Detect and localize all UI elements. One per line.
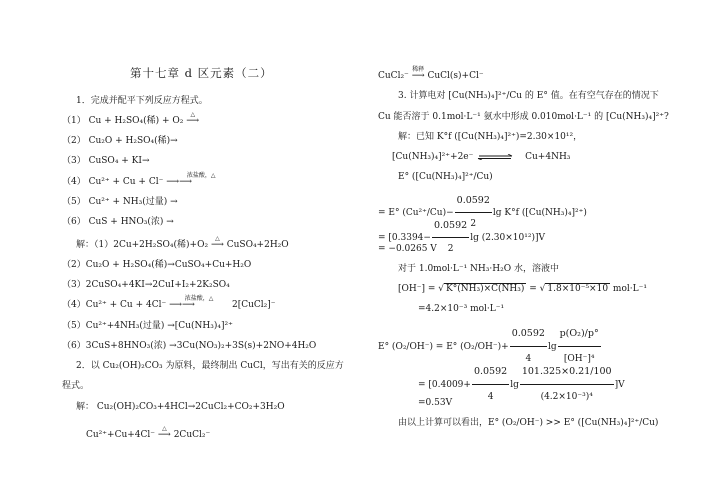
- sqrt-expression: 1.8×10⁻⁵×10: [547, 284, 609, 294]
- dilution-reaction: [378, 66, 484, 82]
- question-2-last-reaction: [86, 425, 211, 441]
- reaction-products: 2CuCl₂⁻: [173, 430, 211, 440]
- fraction-numerator: 0.0592: [510, 322, 547, 347]
- q1-item-3: （3） CuSO₄ + KI→: [62, 156, 150, 166]
- reaction-reactants: Cu²⁺+Cu+4Cl⁻: [86, 430, 156, 440]
- arrow-label: 浓盐酸，△: [186, 172, 216, 179]
- reaction-reactants: CuCl₂⁻: [378, 71, 409, 81]
- question-2-answer: 解： Cu₂(OH)₂CO₃+4HCl→2CuCl₂+CO₂+3H₂O: [76, 402, 285, 412]
- arrow-label: △: [215, 235, 220, 242]
- question-1-heading: 1．完成并配平下列反应方程式。: [76, 96, 208, 106]
- arrow-label: △: [190, 111, 196, 118]
- oxygen-potential-result: =0.53V: [418, 398, 453, 408]
- fraction: [432, 215, 469, 260]
- reaction-arrow: 浓盐酸，△ ⟶⟶: [166, 177, 236, 188]
- reaction-arrow: △ ⟶: [157, 425, 171, 440]
- question-3-line-1: 3. 计算电对 [Cu(NH₃)₄]²⁺/Cu 的 E° 值。在有空气存在的情况下: [398, 91, 659, 101]
- potential-label: E° ([Cu(NH₃)₄]²⁺/Cu): [398, 172, 493, 182]
- fraction: [520, 360, 614, 409]
- answer-6: （6）3CuS+8HNO₃(浓) →3Cu(NO₃)₂+3S(s)+2NO+4H₂O: [62, 341, 317, 351]
- hydroxide-lhs: [OH⁻] =: [398, 284, 439, 294]
- step-1-suffix: lg K°f ([Cu(NH₃)₄]²⁺): [492, 208, 587, 218]
- fraction-denominator: (4.2×10⁻³)⁴: [540, 392, 593, 402]
- answer-1-product: CuSO₄+2H₂O: [226, 240, 289, 250]
- hydroxide-result: =4.2×10⁻³ mol·L⁻¹: [418, 304, 505, 314]
- ammonia-statement: 对于 1.0mol·L⁻¹ NH₃·H₂O 水，溶液中: [398, 264, 559, 274]
- q1-item-5: （5） Cu²⁺ + NH₃(过量) →: [62, 197, 178, 207]
- question-2-line-1: 2．以 Cu₂(OH)₂CO₃ 为原料，最终制出 CuCl，写出有关的反应方: [76, 361, 344, 371]
- fraction-denominator: [OH⁻]⁴: [563, 354, 595, 364]
- step-2-prefix: = [0.3394−: [378, 233, 431, 243]
- sqrt-expression: K°(NH₃)×C(NH₃): [446, 284, 525, 294]
- unit: mol·L⁻¹: [610, 284, 647, 294]
- substitution-suffix: ]V: [614, 380, 625, 390]
- q1-item-1: [62, 111, 200, 127]
- sqrt-icon: √: [539, 284, 546, 294]
- step-2-suffix: lg (2.30×10¹²)]V: [470, 233, 545, 243]
- sqrt-icon: √: [438, 284, 445, 294]
- answer-4: [62, 295, 276, 311]
- half-reaction-left: [Cu(NH₃)₄]²⁺+2e⁻: [392, 152, 474, 162]
- fraction-numerator: 0.0592: [455, 190, 492, 213]
- formula-prefix: E° (O₂/OH⁻) = E° (O₂/OH⁻)+: [378, 342, 509, 352]
- q1-item-2: （2） Cu₂O + H₂SO₄(稀)→: [62, 136, 178, 146]
- arrow-label: △: [162, 425, 167, 432]
- fraction-numerator: 101.325×0.21/100: [520, 360, 614, 385]
- q1-item-6: （6） CuS + HNO₃(浓) →: [62, 217, 174, 227]
- step-1-prefix: = E° (Cu²⁺/Cu)−: [378, 208, 454, 218]
- reaction-arrow: 稀释 ⟶: [411, 66, 425, 81]
- fraction-numerator: p(O₂)/p°: [558, 322, 601, 347]
- hydroxide-equation: [398, 284, 647, 295]
- answer-5: （5）Cu²⁺+4NH₃(过量) →[Cu(NH₃)₄]²⁺: [62, 321, 233, 331]
- answer-3: （3）2CuSO₄+4KI→2CuI+I₂+2K₂SO₄: [62, 280, 230, 290]
- fraction-numerator: 0.0592: [432, 215, 469, 238]
- equals-sign: =: [526, 284, 540, 294]
- log-symbol: lg: [547, 342, 557, 352]
- arrow-label: 稀释: [412, 66, 425, 73]
- answer-4-text: （4）Cu²⁺ + Cu + 4Cl⁻: [62, 300, 167, 310]
- half-reaction-right: Cu+4NH₃: [525, 152, 571, 162]
- fraction-numerator: 0.0592: [472, 360, 509, 385]
- q1-item-4-text: （4） Cu²⁺ + Cu + Cl⁻: [62, 177, 164, 187]
- log-symbol: lg: [510, 380, 519, 390]
- equilibrium-arrow-icon: [476, 154, 514, 160]
- chapter-title: 第十七章 d 区元素（二）: [130, 66, 273, 80]
- q1-item-1-text: （1） Cu + H₂SO₄(稀) + O₂: [62, 116, 184, 126]
- potential-result: = −0.0265 V: [378, 244, 437, 254]
- reaction-products: CuCl(s)+Cl⁻: [427, 71, 484, 81]
- fraction-denominator: 4: [487, 392, 494, 402]
- answer-4-product: 2[CuCl₂]⁻: [231, 300, 276, 310]
- question-3-given: 解：已知 K°f ([Cu(NH₃)₄]²⁺)=2.30×10¹²，: [398, 132, 583, 142]
- answer-2: （2）Cu₂O + H₂SO₄(稀)→CuSO₄+Cu+H₂O: [62, 260, 252, 270]
- fraction: [472, 360, 509, 409]
- fraction-denominator: 2: [447, 244, 454, 254]
- fraction-denominator: 4: [525, 354, 532, 364]
- reaction-arrow: 浓盐酸，△ ⟶⟶: [169, 300, 229, 311]
- reaction-arrow: △ ⟶: [186, 111, 200, 126]
- fraction-denominator: 2: [470, 219, 477, 229]
- question-3-line-2: Cu 能否溶于 0.1mol·L⁻¹ 氨水中形成 0.010mol·L⁻¹ 的 [Cu(NH₃)₄]²⁺?: [378, 112, 669, 122]
- equilibrium-equation: [392, 152, 570, 163]
- answer-1-text: 解：（1）2Cu+2H₂SO₄(稀)+O₂: [76, 240, 209, 250]
- question-2-line-2: 程式。: [62, 381, 90, 391]
- reaction-arrow: △ ⟶: [210, 235, 224, 250]
- answer-1: [76, 235, 289, 251]
- q1-item-4: [62, 172, 236, 188]
- substitution-prefix: = [0.4009+: [418, 380, 471, 390]
- conclusion: 由以上计算可以看出，E° (O₂/OH⁻) >> E° ([Cu(NH₃)₄]²⁺/Cu): [398, 418, 659, 428]
- arrow-label: 浓盐酸，△: [184, 295, 214, 302]
